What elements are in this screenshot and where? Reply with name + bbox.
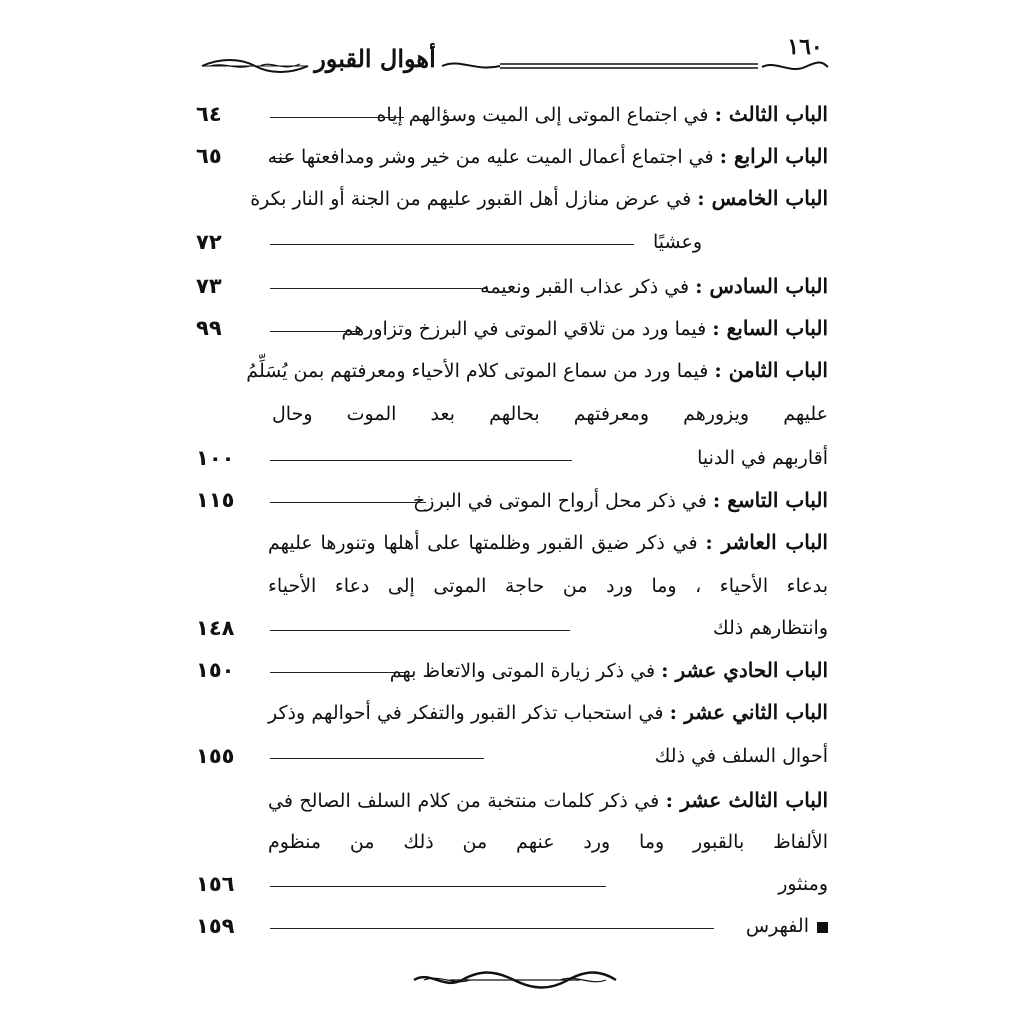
chapter-title: فيما ورد من سماع الموتى كلام الأحياء ومعرفتهم بمن يُسَلِّمُ bbox=[246, 360, 709, 382]
page-ref: ٦٤ bbox=[196, 102, 222, 126]
dot-leader bbox=[270, 331, 362, 332]
toc-continuation: عليهم ويزورهم ومعرفتهم بحالهم بعد الموت وحال bbox=[272, 403, 828, 425]
chapter-label: الباب الثالث عشر : bbox=[665, 788, 828, 812]
toc-continuation: الألفاظ بالقبور وما ورد عنهم من ذلك من منظوم bbox=[268, 831, 828, 853]
chapter-title: في ذكر عذاب القبر ونعيمه bbox=[480, 276, 690, 298]
page-ref: ١٥٩ bbox=[196, 914, 235, 938]
running-title: أهوال القبور bbox=[314, 44, 436, 73]
toc-continuation: بدعاء الأحياء ، وما ورد من حاجة الموتى إلى دعاء الأحياء bbox=[268, 575, 828, 597]
dot-leader bbox=[270, 502, 426, 503]
chapter-title: في عرض منازل أهل القبور عليهم من الجنة أو النار بكرة bbox=[250, 188, 692, 210]
toc-entry bbox=[250, 178, 828, 218]
page-ref: ١١٥ bbox=[196, 488, 235, 512]
dot-leader bbox=[270, 672, 406, 673]
chapter-label: الباب السادس : bbox=[695, 274, 828, 298]
index-label: الفهرس bbox=[745, 915, 809, 937]
toc-continuation: أحوال السلف في ذلك bbox=[654, 745, 828, 767]
dot-leader bbox=[270, 886, 606, 887]
dot-leader bbox=[270, 244, 634, 245]
chapter-label: الباب الخامس : bbox=[697, 186, 828, 210]
toc-entry bbox=[268, 692, 828, 732]
chapter-label: الباب التاسع : bbox=[712, 488, 828, 512]
toc-entry bbox=[268, 522, 828, 562]
page-ref: ١٥٥ bbox=[196, 744, 235, 768]
page-ref: ٧٢ bbox=[196, 230, 222, 254]
page-ref: ١٥٦ bbox=[196, 872, 235, 896]
toc-entry bbox=[246, 350, 828, 390]
toc-entry bbox=[268, 266, 828, 306]
toc-continuation: ومنثور bbox=[778, 873, 828, 895]
dot-leader bbox=[270, 758, 484, 759]
chapter-title: في ذكر زيارة الموتى والاتعاظ بهم bbox=[389, 660, 656, 682]
chapter-label: الباب العاشر : bbox=[705, 530, 828, 554]
chapter-label: الباب الحادي عشر : bbox=[661, 658, 828, 682]
chapter-title: في ذكر ضيق القبور وظلمتها على أهلها وتنورها عليهم bbox=[268, 532, 698, 554]
square-bullet-icon bbox=[817, 922, 828, 933]
dot-leader bbox=[270, 158, 294, 159]
dot-leader bbox=[270, 630, 570, 631]
page-ref: ١٠٠ bbox=[196, 446, 235, 470]
dot-leader bbox=[270, 288, 488, 289]
toc-entry bbox=[268, 650, 828, 690]
page-ref: ١٥٠ bbox=[196, 658, 235, 682]
dot-leader bbox=[270, 117, 404, 118]
chapter-title: في استحباب تذكر القبور والتفكر في أحوالهم وذكر bbox=[268, 702, 664, 724]
toc-entry bbox=[268, 136, 828, 176]
chapter-label: الباب الثامن : bbox=[714, 358, 828, 382]
toc-entry bbox=[268, 94, 828, 134]
chapter-title: فيما ورد من تلاقي الموتى في البرزخ وتزاورهم bbox=[341, 318, 707, 340]
page-ref: ٦٥ bbox=[196, 144, 222, 168]
chapter-label: الباب الثاني عشر : bbox=[669, 700, 828, 724]
chapter-label: الباب السابع : bbox=[712, 316, 828, 340]
chapter-label: الباب الثالث : bbox=[714, 102, 828, 126]
dot-leader bbox=[270, 928, 714, 929]
page-ref: ١٤٨ bbox=[196, 616, 235, 640]
page-ref: ٩٩ bbox=[196, 316, 222, 340]
toc-entry bbox=[268, 780, 828, 820]
toc-entry bbox=[268, 480, 828, 520]
toc-entry-index bbox=[746, 906, 828, 946]
chapter-title: في اجتماع الموتى إلى الميت وسؤالهم إياه bbox=[376, 104, 709, 126]
chapter-title: في ذكر كلمات منتخبة من كلام السلف الصالح في bbox=[268, 790, 660, 812]
chapter-label: الباب الرابع : bbox=[719, 144, 828, 168]
toc-continuation: وانتظارهم ذلك bbox=[713, 617, 828, 639]
chapter-title: في ذكر محل أرواح الموتى في البرزخ bbox=[413, 490, 707, 512]
page-ref: ٧٣ bbox=[196, 274, 222, 298]
footer-ornament-icon bbox=[410, 968, 620, 992]
toc-entry bbox=[268, 308, 828, 348]
dot-leader bbox=[270, 460, 572, 461]
chapter-title: في اجتماع أعمال الميت عليه من خير وشر ومدافعتها عنه bbox=[267, 146, 714, 168]
toc-continuation: وعشيًا bbox=[653, 231, 702, 253]
toc-continuation: أقاربهم في الدنيا bbox=[697, 447, 828, 469]
page-number: ١٦٠ bbox=[787, 34, 823, 60]
